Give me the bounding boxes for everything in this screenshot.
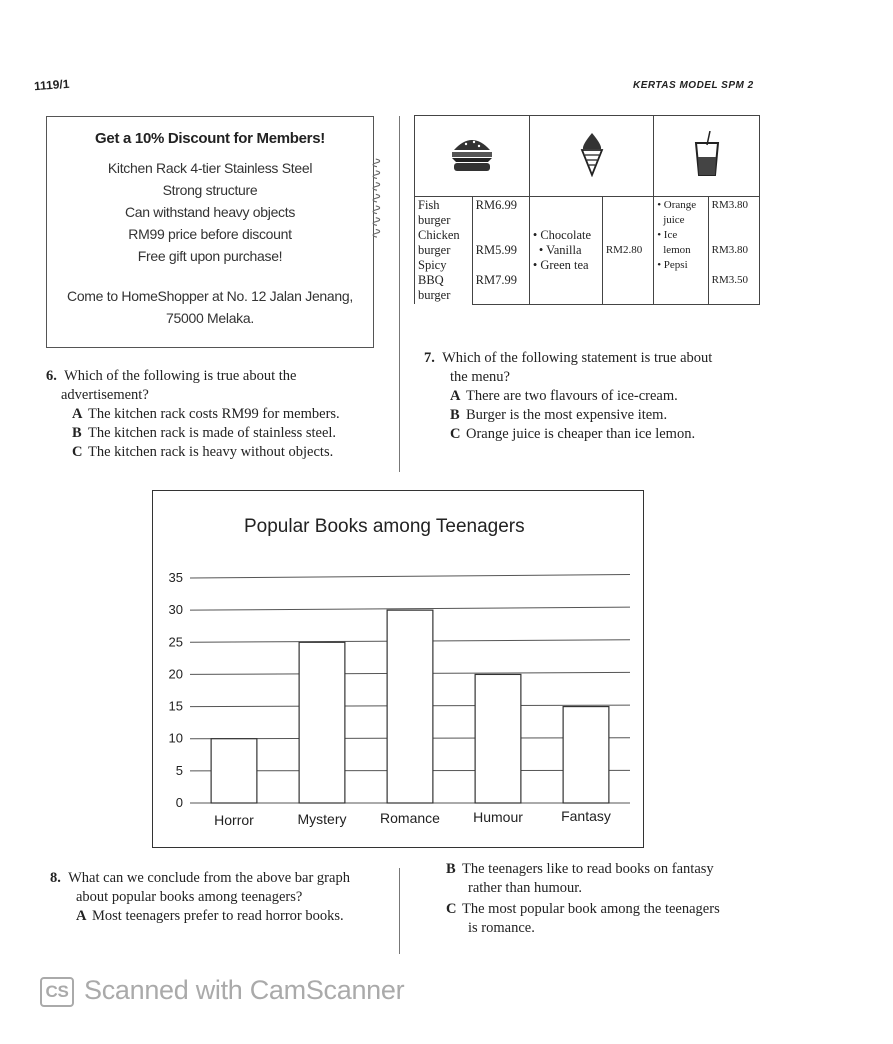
advert-line: Can withstand heavy objects <box>124 204 296 220</box>
question-stem: Which of the following is true about the <box>64 368 297 384</box>
advert-title: Get a 10% Discount for Members! <box>95 130 325 147</box>
advert-address: Come to HomeShopper at No. 12 Jalan Jenang, <box>67 288 353 304</box>
drink-cup-icon <box>692 131 722 177</box>
burger-prices: RM6.99 RM5.99 RM7.99 <box>472 197 529 305</box>
column-divider <box>399 868 400 954</box>
option-c[interactable]: C The kitchen rack is heavy without objects. <box>72 444 334 460</box>
drink-icon-cell <box>654 116 760 197</box>
x-tick-label: Romance <box>380 810 440 826</box>
bar-fantasy <box>563 707 609 803</box>
x-tick-label: Humour <box>473 809 523 825</box>
camscanner-logo: CS <box>40 977 74 1007</box>
x-tick-label: Mystery <box>297 811 347 827</box>
question-8 <box>50 869 390 926</box>
advert-line: RM99 price before discount <box>128 226 292 242</box>
option-a[interactable]: A Most teenagers prefer to read horror books. <box>76 908 344 924</box>
advert-line: Kitchen Rack 4-tier Stainless Steel <box>107 160 313 176</box>
watermark-text: Scanned with CamScanner <box>84 975 405 1005</box>
bar-horror <box>211 739 257 803</box>
question-stem: What can we conclude from the above bar graph <box>68 870 350 886</box>
column-divider <box>399 116 400 472</box>
chart-title: Popular Books among Teenagers <box>244 516 525 537</box>
option-b[interactable]: B Burger is the most expensive item. <box>450 407 668 423</box>
paper-code: 1119/1 <box>33 76 70 94</box>
y-tick-label: 30 <box>168 602 183 618</box>
y-tick-label: 10 <box>168 730 183 746</box>
burger-icon <box>448 134 496 174</box>
x-tick-label: Horror <box>214 812 254 828</box>
option-c[interactable]: C Orange juice is cheaper than ice lemon. <box>450 426 696 442</box>
gridline <box>190 575 630 579</box>
drink-prices: RM3.80 RM3.80 RM3.50 <box>708 197 759 305</box>
y-tick-label: 20 <box>168 666 183 682</box>
option-c[interactable]: C The most popular book among the teenagers <box>446 901 720 917</box>
icecream-price: RM2.80 <box>602 197 653 305</box>
x-tick-label: Fantasy <box>561 808 611 824</box>
camscanner-watermark <box>40 975 404 1007</box>
question-stem: Which of the following statement is true about <box>442 350 713 366</box>
burger-names: Fish burger Chicken burger Spicy BBQ burger <box>415 197 473 305</box>
option-a[interactable]: A There are two flavours of ice-cream. <box>450 388 678 404</box>
question-number: 8. <box>50 870 61 886</box>
y-tick-label: 0 <box>175 795 183 810</box>
question-stem: advertisement? <box>61 387 149 403</box>
question-7 <box>424 349 764 444</box>
drink-names: • Orange juice • Ice lemon • Pepsi <box>654 197 708 305</box>
question-stem: about popular books among teenagers? <box>76 889 303 905</box>
burger-icon-cell <box>415 116 530 197</box>
bar-humour <box>475 674 521 803</box>
y-tick-label: 25 <box>168 634 183 650</box>
ice-cream-icon <box>577 131 607 177</box>
icecream-flavours: • Chocolate • Vanilla • Green tea <box>529 197 602 305</box>
option-a[interactable]: A The kitchen rack costs RM99 for members. <box>72 406 340 422</box>
option-c-text: is romance. <box>468 920 535 936</box>
option-b-text: rather than humour. <box>468 880 582 896</box>
bar-romance <box>387 610 433 803</box>
y-tick-label: 5 <box>175 762 183 778</box>
paper-title: KERTAS MODEL SPM 2 <box>633 80 754 91</box>
question-8-continued <box>446 860 766 938</box>
bar-chart <box>152 490 644 848</box>
icecream-icon-cell <box>529 116 653 197</box>
advert-address: 75000 Melaka. <box>166 310 254 326</box>
question-number: 7. <box>424 350 435 366</box>
option-b[interactable]: B The kitchen rack is made of stainless steel. <box>72 425 337 441</box>
menu-table <box>414 115 760 305</box>
question-number: 6. <box>46 368 57 384</box>
question-stem: the menu? <box>450 369 510 385</box>
y-tick-label: 15 <box>168 698 183 714</box>
bar-mystery <box>299 642 345 803</box>
question-6 <box>46 367 388 462</box>
advert-line: Strong structure <box>162 182 258 198</box>
y-tick-label: 35 <box>168 570 183 585</box>
option-b[interactable]: B The teenagers like to read books on fantasy <box>446 861 714 877</box>
advert-line: Free gift upon purchase! <box>137 248 283 264</box>
wavy-edge-decoration: ∿∿∿∿∿∿∿ <box>369 157 385 240</box>
advertisement-box <box>46 116 385 348</box>
